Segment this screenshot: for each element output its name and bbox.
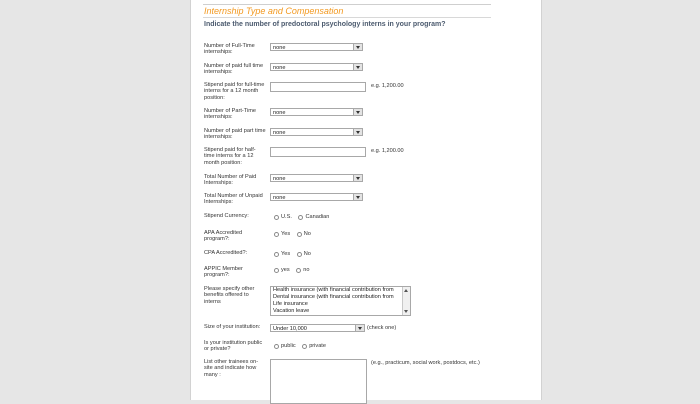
institution-size-value: Under 10,000 [273,326,307,332]
chevron-down-icon[interactable] [353,64,362,70]
institution-type-label: Is your institution public or private? [204,340,263,353]
stipend-halftime-input[interactable] [270,147,366,157]
institution-size-select[interactable] [270,324,365,332]
paid-parttime-label: Number of paid part time internships: [204,128,266,141]
public-radio[interactable] [274,344,279,349]
total-unpaid-label: Total Number of Unpaid Internships: [204,193,263,206]
section-divider [203,17,491,18]
total-paid-value: none [273,176,286,182]
benefits-option[interactable]: Life insurance [273,301,308,307]
currency-canadian-radio[interactable] [298,215,303,220]
other-trainees-hint: (e.g., practicum, social work, postdocs, etc.) [371,360,480,366]
top-divider [203,4,491,5]
appic-member-label: APPIC Member program?: [204,266,243,279]
other-trainees-label: List other trainees on-site and indicate how many : [204,359,259,378]
parttime-internships-value: none [273,110,286,116]
fulltime-internships-select[interactable] [270,43,363,51]
apa-accredited-label: APA Accredited program?: [204,230,243,243]
institution-type-radios [274,343,331,349]
stipend-fulltime-label: Stipend paid for full-time interns for a 12 month position: [204,82,265,101]
total-unpaid-select[interactable] [270,193,363,201]
appic-no-radio[interactable] [296,268,301,273]
scroll-down-icon[interactable] [404,310,408,313]
benefits-label: Please specify other benefits offered to interns [204,286,255,305]
form-page [190,0,542,400]
paid-parttime-select[interactable] [270,128,363,136]
chevron-down-icon[interactable] [353,194,362,200]
apa-yes-radio[interactable] [274,232,279,237]
stipend-fulltime-input[interactable] [270,82,366,92]
paid-fulltime-value: none [273,65,286,71]
benefits-scrollbar[interactable] [402,287,410,315]
apa-no-radio[interactable] [297,232,302,237]
appic-yes-radio[interactable] [274,268,279,273]
public-label: public [281,343,296,349]
appic-no-label: no [303,267,310,273]
apa-no-label: No [303,231,311,237]
appic-yes-label: yes [281,267,290,273]
stipend-currency-radios [274,214,334,220]
benefits-option[interactable]: Dental insurance (with financial contribution from [273,294,394,300]
chevron-down-icon[interactable] [353,175,362,181]
apa-accredited-radios [274,231,316,237]
chevron-down-icon[interactable] [353,44,362,50]
apa-yes-label: Yes [281,231,291,237]
currency-canadian-label: Canadian [305,214,330,220]
paid-fulltime-label: Number of paid full time internships: [204,63,264,76]
paid-parttime-value: none [273,130,286,136]
institution-size-label: Size of your institution: [204,324,261,330]
stipend-fulltime-hint: e.g. 1,200.00 [371,83,404,89]
private-radio[interactable] [302,344,307,349]
currency-us-radio[interactable] [274,215,279,220]
cpa-yes-radio[interactable] [274,252,279,257]
total-paid-label: Total Number of Paid Internships: [204,174,257,187]
cpa-accredited-label: CPA Accredited?: [204,250,248,256]
fulltime-internships-value: none [273,45,286,51]
stipend-halftime-hint: e.g. 1,200.00 [371,148,404,154]
chevron-down-icon[interactable] [355,325,364,331]
section-title: Internship Type and Compensation [204,6,344,16]
institution-size-hint: (check one) [367,325,397,331]
parttime-internships-label: Number of Part-Time internships: [204,108,257,121]
currency-us-label: U.S. [281,214,292,220]
fulltime-internships-label: Number of Full-Time internships: [204,43,255,56]
other-trainees-textarea[interactable] [270,359,367,404]
private-label: private [309,343,326,349]
chevron-down-icon[interactable] [353,109,362,115]
cpa-yes-label: Yes [281,251,291,257]
stipend-halftime-label: Stipend paid for half-time interns for a 12 month position: [204,147,256,166]
scroll-up-icon[interactable] [404,289,408,292]
benefits-option[interactable]: Vacation leave [273,308,310,314]
paid-fulltime-select[interactable] [270,63,363,71]
section-question: Indicate the number of predoctoral psychology interns in your program? [204,21,446,28]
benefits-listbox[interactable] [270,286,411,316]
chevron-down-icon[interactable] [353,129,362,135]
cpa-accredited-radios [274,251,316,257]
appic-member-radios [274,267,315,273]
benefits-option[interactable]: Health insurance (with financial contribution from [273,287,394,293]
total-unpaid-value: none [273,195,286,201]
total-paid-select[interactable] [270,174,363,182]
stipend-currency-label: Stipend Currency: [204,213,249,219]
cpa-no-radio[interactable] [297,252,302,257]
cpa-no-label: No [303,251,311,257]
parttime-internships-select[interactable] [270,108,363,116]
